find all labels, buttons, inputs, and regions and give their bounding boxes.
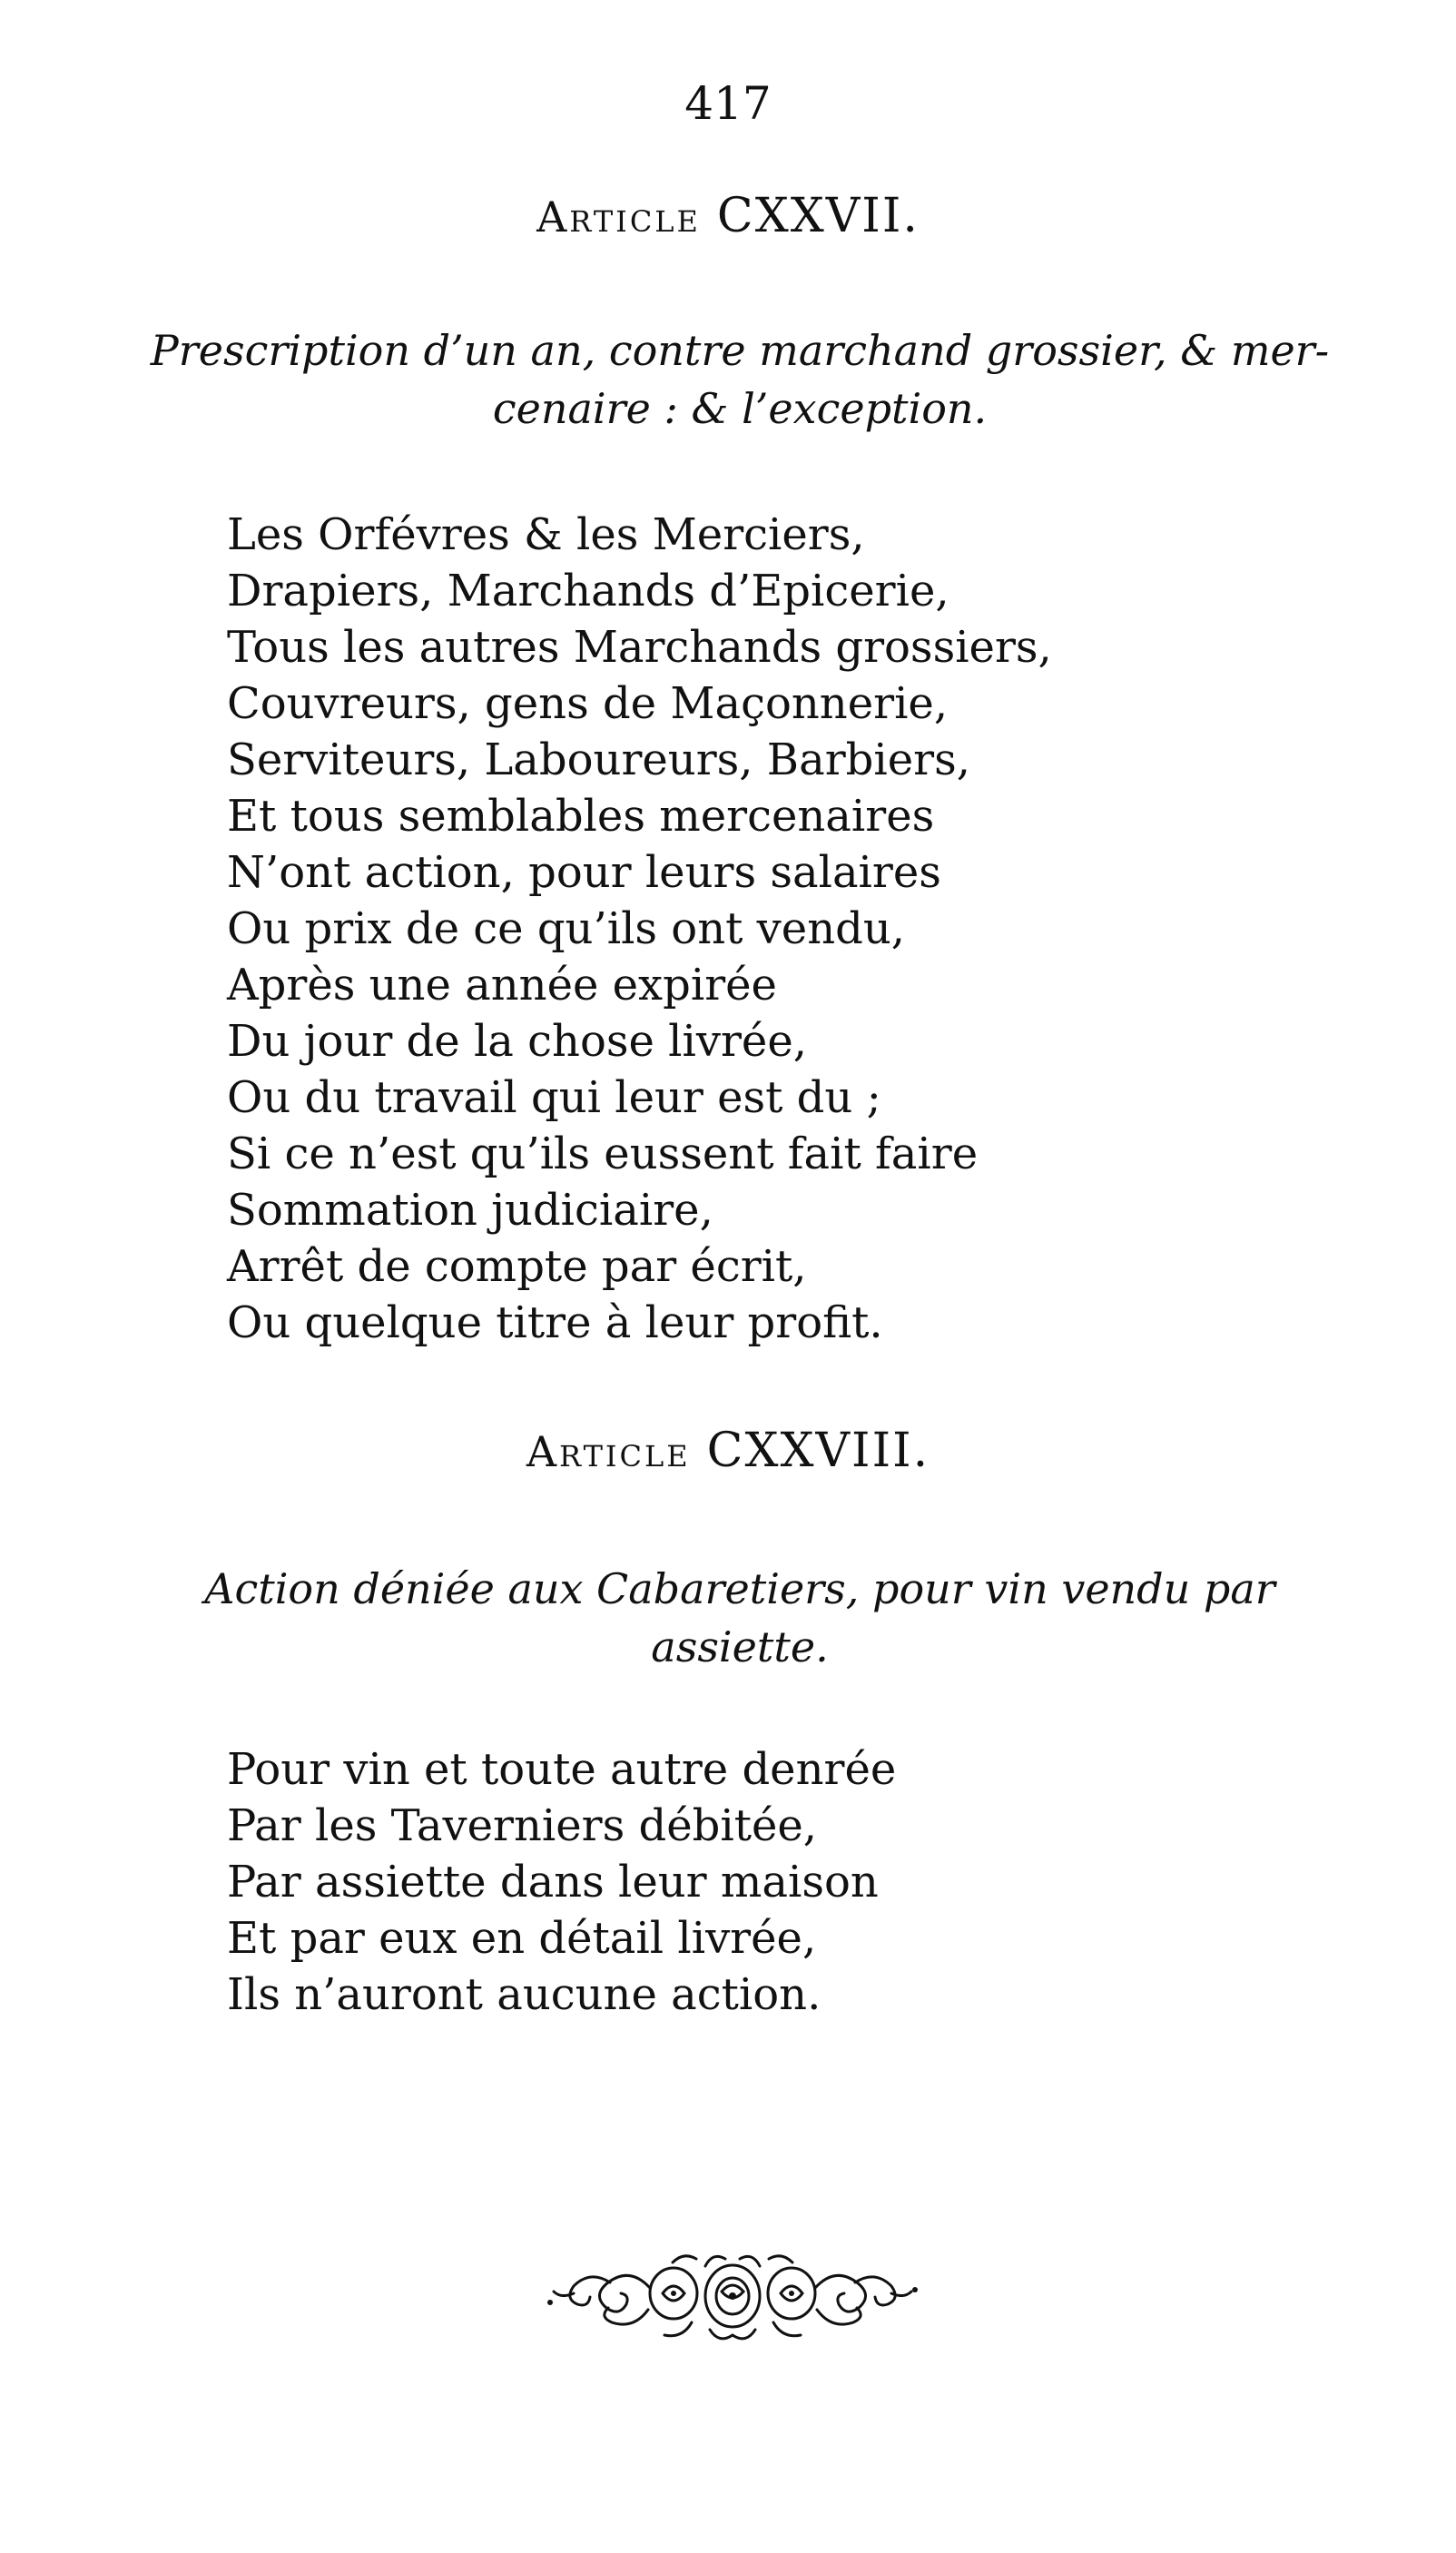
verse-line: Pour vin et toute autre denrée — [227, 1744, 897, 1795]
verse-line: Du jour de la chose livrée, — [227, 1016, 807, 1067]
subtitle-line: cenaire : & l’exception. — [492, 384, 988, 433]
verse-line: Par les Taverniers débitée, — [227, 1800, 818, 1851]
verse-line: Tous les autres Marchands grossiers, — [227, 622, 1052, 673]
verse-line: Drapiers, Marchands d’Epicerie, — [227, 566, 949, 616]
article-subtitle-cxxvii — [109, 321, 1371, 438]
verse-line: Arrêt de compte par écrit, — [227, 1241, 807, 1292]
subtitle-line: Action déniée aux Cabaretiers, pour vin vendu par — [204, 1564, 1275, 1613]
verse-line: Ils n’auront aucune action. — [227, 1969, 821, 2020]
verse-line: Après une année expirée — [227, 960, 777, 1010]
verse-line: Et tous semblables mercenaires — [227, 791, 935, 842]
verse-line: Ou du travail qui leur est du ; — [227, 1072, 881, 1123]
subtitle-line: assiette. — [651, 1622, 829, 1671]
article-heading-number: CXXVII. — [716, 189, 920, 243]
page-number: 417 — [684, 77, 772, 130]
article-heading-word: Article — [536, 192, 701, 242]
article-verse-cxxvii — [227, 507, 1362, 1351]
verse-line: Et par eux en détail livrée, — [227, 1913, 817, 1964]
article-verse-cxxviii — [227, 1741, 1362, 2023]
subtitle-line: Prescription d’un an, contre marchand grossier, & mer- — [150, 326, 1330, 375]
verse-line: Sommation judiciaire, — [227, 1185, 713, 1236]
article-heading-cxxvii — [0, 187, 1456, 246]
verse-line: Ou quelque titre à leur profit. — [227, 1297, 883, 1348]
verse-line: Couvreurs, gens de Maçonnerie, — [227, 678, 949, 729]
article-heading-number: CXXVIII. — [706, 1424, 930, 1478]
verse-line: N’ont action, pour leurs salaires — [227, 847, 941, 898]
article-heading-word: Article — [526, 1427, 691, 1476]
verse-line: Par assiette dans leur maison — [227, 1857, 879, 1907]
verse-line: Serviteurs, Laboureurs, Barbiers, — [227, 734, 970, 785]
verse-line: Ou prix de ce qu’ils ont vendu, — [227, 903, 905, 954]
verse-line: Les Orfévres & les Merciers, — [227, 509, 865, 560]
article-subtitle-cxxviii — [109, 1560, 1371, 1676]
article-heading-cxxviii — [0, 1422, 1456, 1481]
floral-scroll-ornament-icon — [537, 2246, 928, 2346]
verse-line: Si ce n’est qu’ils eussent fait faire — [227, 1129, 979, 1179]
